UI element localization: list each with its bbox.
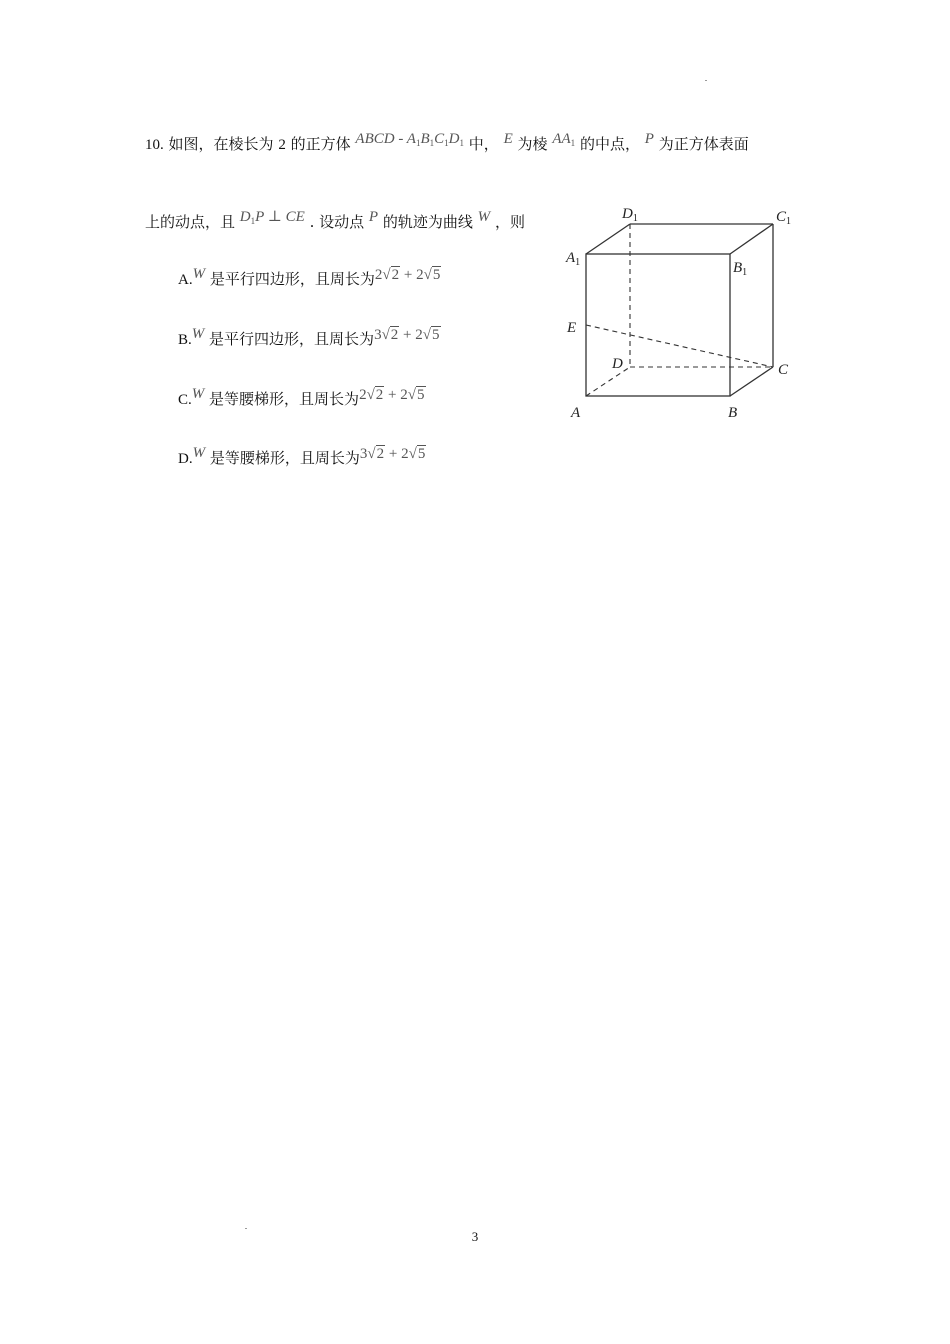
option-label: B. [178, 332, 192, 348]
question-stem-line-1 [145, 131, 749, 159]
option-d[interactable] [178, 445, 426, 469]
option-text: 是等腰梯形，且周长为 [209, 390, 360, 408]
cube-hidden-edges [586, 224, 773, 396]
option-label: D. [178, 451, 193, 467]
label-a1: $A_1$ [566, 250, 581, 268]
option-value: 3√2 + 2√5 [359, 446, 426, 462]
point-e: E [503, 131, 513, 147]
option-var: W [191, 326, 205, 342]
cube-solid-edges [586, 224, 773, 396]
option-text: 是平行四边形，且周长为 [209, 270, 375, 288]
question-stem-line-2 [145, 209, 525, 237]
point-p: P [644, 131, 654, 147]
stem-text: . 设动点 [309, 213, 365, 231]
option-value: 2√2 + 2√5 [359, 387, 425, 403]
option-text: 是平行四边形，且周长为 [209, 330, 375, 348]
stem-text: 为正方体表面 [658, 135, 749, 153]
option-a[interactable] [178, 266, 441, 290]
page-number: 3 [471, 1229, 479, 1244]
question-number: 10. [145, 137, 164, 153]
option-value: 2√2 + 2√5 [374, 267, 441, 283]
label-c1: $C_1$ [776, 209, 792, 227]
option-var: W [191, 386, 205, 402]
option-label: A. [178, 272, 193, 288]
option-b[interactable] [178, 326, 441, 350]
option-c[interactable] [178, 386, 426, 410]
option-var: W [192, 445, 206, 461]
label-d1: $D_1$ [622, 206, 638, 224]
label-d: D [612, 356, 623, 372]
curve-w: W [477, 209, 491, 225]
label-b1: $B_1$ [733, 260, 748, 278]
point-p: P [368, 209, 379, 225]
front-face [586, 254, 730, 396]
label-c: C [778, 362, 789, 378]
option-value: 3√2 + 2√5 [374, 327, 440, 343]
edge-aa1: $AA_1$ [552, 131, 576, 148]
scan-dot [705, 80, 707, 81]
label-a: A [571, 405, 581, 421]
edge-a-d [586, 367, 630, 396]
stem-text: 中， [468, 135, 499, 153]
edge-length: 2 [278, 137, 286, 153]
option-text: 是等腰梯形，且周长为 [209, 449, 360, 467]
edge-a1-d1 [586, 224, 630, 254]
stem-text: 上的动点，且 [145, 213, 236, 231]
stem-text: 为棱 [517, 135, 548, 153]
cube-labels [565, 206, 791, 421]
cube-name: ABCD - $A_1B_1C_1D_1$ [355, 131, 465, 148]
stem-text: 如图，在棱长为 [168, 135, 274, 153]
stem-text: 的正方体 [290, 135, 351, 153]
option-label: C. [178, 392, 192, 408]
stem-text: ，则 [494, 213, 525, 231]
label-e: E [567, 320, 577, 336]
edge-b1-c1 [730, 224, 773, 254]
edge-b-c [730, 367, 773, 396]
label-b: B [728, 405, 738, 421]
condition: $D_1P$ ⊥ CE [239, 209, 305, 226]
option-var: W [192, 266, 206, 282]
segment-e-c [586, 325, 773, 367]
stem-text: 的轨迹为曲线 [382, 213, 473, 231]
stem-text: 的中点， [579, 135, 640, 153]
